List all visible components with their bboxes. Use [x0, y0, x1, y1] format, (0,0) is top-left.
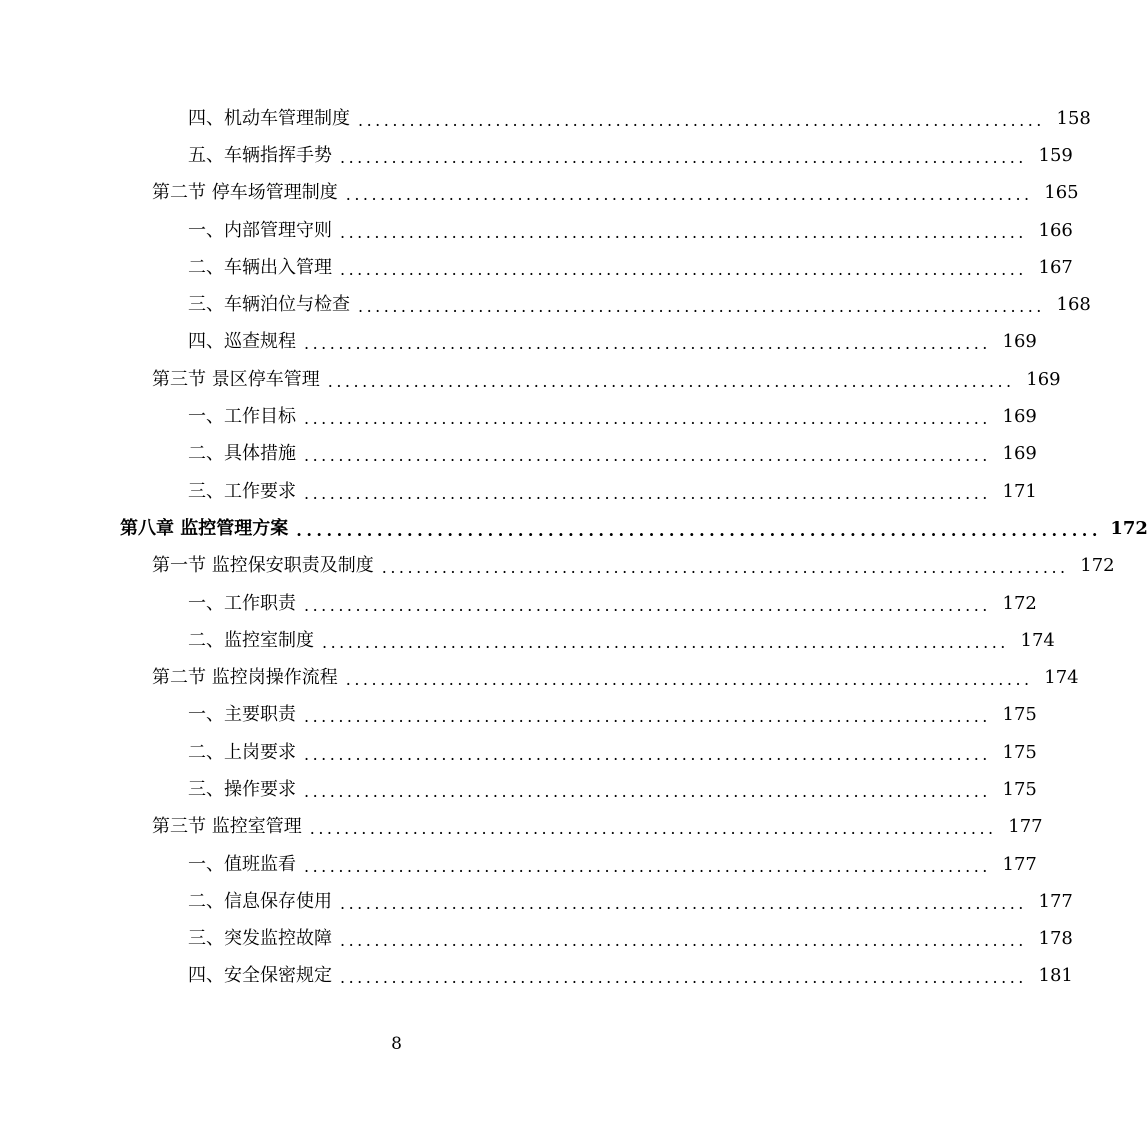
toc-entry-page-number: 168 — [1056, 294, 1091, 316]
toc-subsection-entry[interactable] — [0, 100, 1091, 137]
toc-entry-title: 第三节 景区停车管理 — [152, 368, 320, 390]
toc-subsection-entry[interactable] — [0, 958, 1073, 995]
toc-entry-title: 第一节 监控保安职责及制度 — [152, 555, 374, 577]
toc-entry-page-number: 174 — [1044, 667, 1079, 689]
toc-dot-leader: ................................................................................ — [358, 110, 1045, 130]
toc-subsection-entry[interactable] — [0, 921, 1073, 958]
toc-entry-page-number: 172 — [1110, 517, 1148, 539]
toc-section-entry[interactable] — [0, 809, 1043, 846]
toc-dot-leader: ................................................................................ — [304, 446, 991, 466]
toc-subsection-entry[interactable] — [0, 212, 1073, 249]
toc-entry-title: 第三节 监控室管理 — [152, 816, 302, 838]
toc-dot-leader: ................................................................................ — [345, 185, 1033, 205]
toc-entry-title: 二、信息保存使用 — [188, 890, 332, 912]
toc-subsection-entry[interactable] — [0, 436, 1037, 473]
toc-subsection-entry[interactable] — [0, 137, 1073, 174]
toc-entry-page-number: 169 — [1002, 406, 1037, 428]
toc-entry-page-number: 175 — [1002, 741, 1037, 763]
toc-entry-title: 一、工作目标 — [188, 406, 296, 428]
toc-subsection-entry[interactable] — [0, 697, 1037, 734]
toc-dot-leader: ................................................................................ — [340, 893, 1027, 913]
toc-subsection-entry[interactable] — [0, 249, 1073, 286]
toc-entry-title: 第二节 监控岗操作流程 — [152, 667, 338, 689]
toc-entry-title: 一、内部管理守则 — [188, 219, 332, 241]
toc-dot-leader: ................................................................................ — [309, 819, 997, 839]
toc-subsection-entry[interactable] — [0, 771, 1037, 808]
toc-dot-leader: ................................................................................ — [304, 707, 991, 727]
toc-entry-title: 第八章 监控管理方案 — [120, 517, 289, 539]
toc-subsection-entry[interactable] — [0, 286, 1091, 323]
toc-entry-title: 三、工作要求 — [188, 480, 296, 502]
toc-entry-page-number: 166 — [1038, 219, 1073, 241]
toc-entry-page-number: 171 — [1002, 480, 1037, 502]
toc-subsection-entry[interactable] — [0, 398, 1037, 435]
toc-dot-leader: ................................................................................ — [381, 558, 1069, 578]
toc-dot-leader: ................................................................................ — [340, 968, 1027, 988]
toc-entry-title: 一、值班监看 — [188, 853, 296, 875]
toc-subsection-entry[interactable] — [0, 622, 1055, 659]
toc-entry-title: 三、车辆泊位与检查 — [188, 294, 350, 316]
toc-subsection-entry[interactable] — [0, 473, 1037, 510]
table-of-contents — [0, 100, 1148, 995]
toc-entry-page-number: 169 — [1026, 368, 1061, 390]
toc-dot-leader: ................................................................................ — [340, 222, 1027, 242]
toc-entry-title: 第二节 停车场管理制度 — [152, 182, 338, 204]
toc-entry-title: 二、车辆出入管理 — [188, 256, 332, 278]
toc-subsection-entry[interactable] — [0, 846, 1037, 883]
toc-dot-leader: ................................................................................ — [340, 931, 1027, 951]
toc-entry-page-number: 165 — [1044, 182, 1079, 204]
toc-dot-leader: ................................................................................ — [304, 409, 991, 429]
toc-entry-title: 四、机动车管理制度 — [188, 107, 350, 129]
toc-entry-page-number: 169 — [1002, 443, 1037, 465]
toc-dot-leader: ................................................................................ — [358, 297, 1045, 317]
toc-entry-page-number: 175 — [1002, 778, 1037, 800]
toc-subsection-entry[interactable] — [0, 883, 1073, 920]
toc-entry-page-number: 174 — [1020, 629, 1055, 651]
toc-entry-title: 一、工作职责 — [188, 592, 296, 614]
toc-entry-title: 二、上岗要求 — [188, 741, 296, 763]
toc-entry-page-number: 175 — [1002, 704, 1037, 726]
toc-entry-title: 三、操作要求 — [188, 778, 296, 800]
toc-section-entry[interactable] — [0, 548, 1115, 585]
toc-entry-page-number: 172 — [1002, 592, 1037, 614]
toc-section-entry[interactable] — [0, 361, 1061, 398]
toc-section-entry[interactable] — [0, 175, 1079, 212]
toc-entry-title: 五、车辆指挥手势 — [188, 144, 332, 166]
toc-entry-title: 一、主要职责 — [188, 704, 296, 726]
toc-dot-leader: ................................................................................ — [304, 334, 991, 354]
toc-dot-leader: ................................................................................ — [345, 670, 1033, 690]
toc-entry-page-number: 181 — [1038, 965, 1073, 987]
toc-entry-page-number: 159 — [1038, 144, 1073, 166]
toc-entry-title: 三、突发监控故障 — [188, 928, 332, 950]
toc-entry-page-number: 177 — [1038, 890, 1073, 912]
toc-dot-leader: ................................................................................ — [304, 483, 991, 503]
toc-entry-page-number: 172 — [1080, 555, 1115, 577]
toc-entry-title: 二、监控室制度 — [188, 629, 314, 651]
toc-subsection-entry[interactable] — [0, 585, 1037, 622]
page-number: 8 — [391, 1034, 402, 1054]
toc-subsection-entry[interactable] — [0, 734, 1037, 771]
toc-entry-page-number: 177 — [1002, 853, 1037, 875]
toc-chapter-entry[interactable] — [0, 510, 1148, 547]
toc-dot-leader: ................................................................................ — [327, 371, 1015, 391]
toc-entry-title: 四、巡查规程 — [188, 331, 296, 353]
toc-dot-leader: ................................................................................ — [304, 781, 991, 801]
toc-entry-page-number: 158 — [1056, 107, 1091, 129]
toc-subsection-entry[interactable] — [0, 324, 1037, 361]
toc-entry-page-number: 167 — [1038, 256, 1073, 278]
toc-section-entry[interactable] — [0, 659, 1079, 696]
toc-dot-leader: ................................................................................ — [340, 259, 1027, 279]
toc-dot-leader: ................................................................................ — [296, 520, 1102, 540]
toc-dot-leader: ................................................................................ — [322, 632, 1009, 652]
toc-dot-leader: ................................................................................ — [304, 595, 991, 615]
toc-entry-title: 二、具体措施 — [188, 443, 296, 465]
toc-entry-page-number: 178 — [1038, 928, 1073, 950]
toc-entry-title: 四、安全保密规定 — [188, 965, 332, 987]
toc-entry-page-number: 177 — [1008, 816, 1043, 838]
toc-dot-leader: ................................................................................ — [304, 856, 991, 876]
toc-dot-leader: ................................................................................ — [304, 744, 991, 764]
toc-entry-page-number: 169 — [1002, 331, 1037, 353]
toc-dot-leader: ................................................................................ — [340, 147, 1027, 167]
